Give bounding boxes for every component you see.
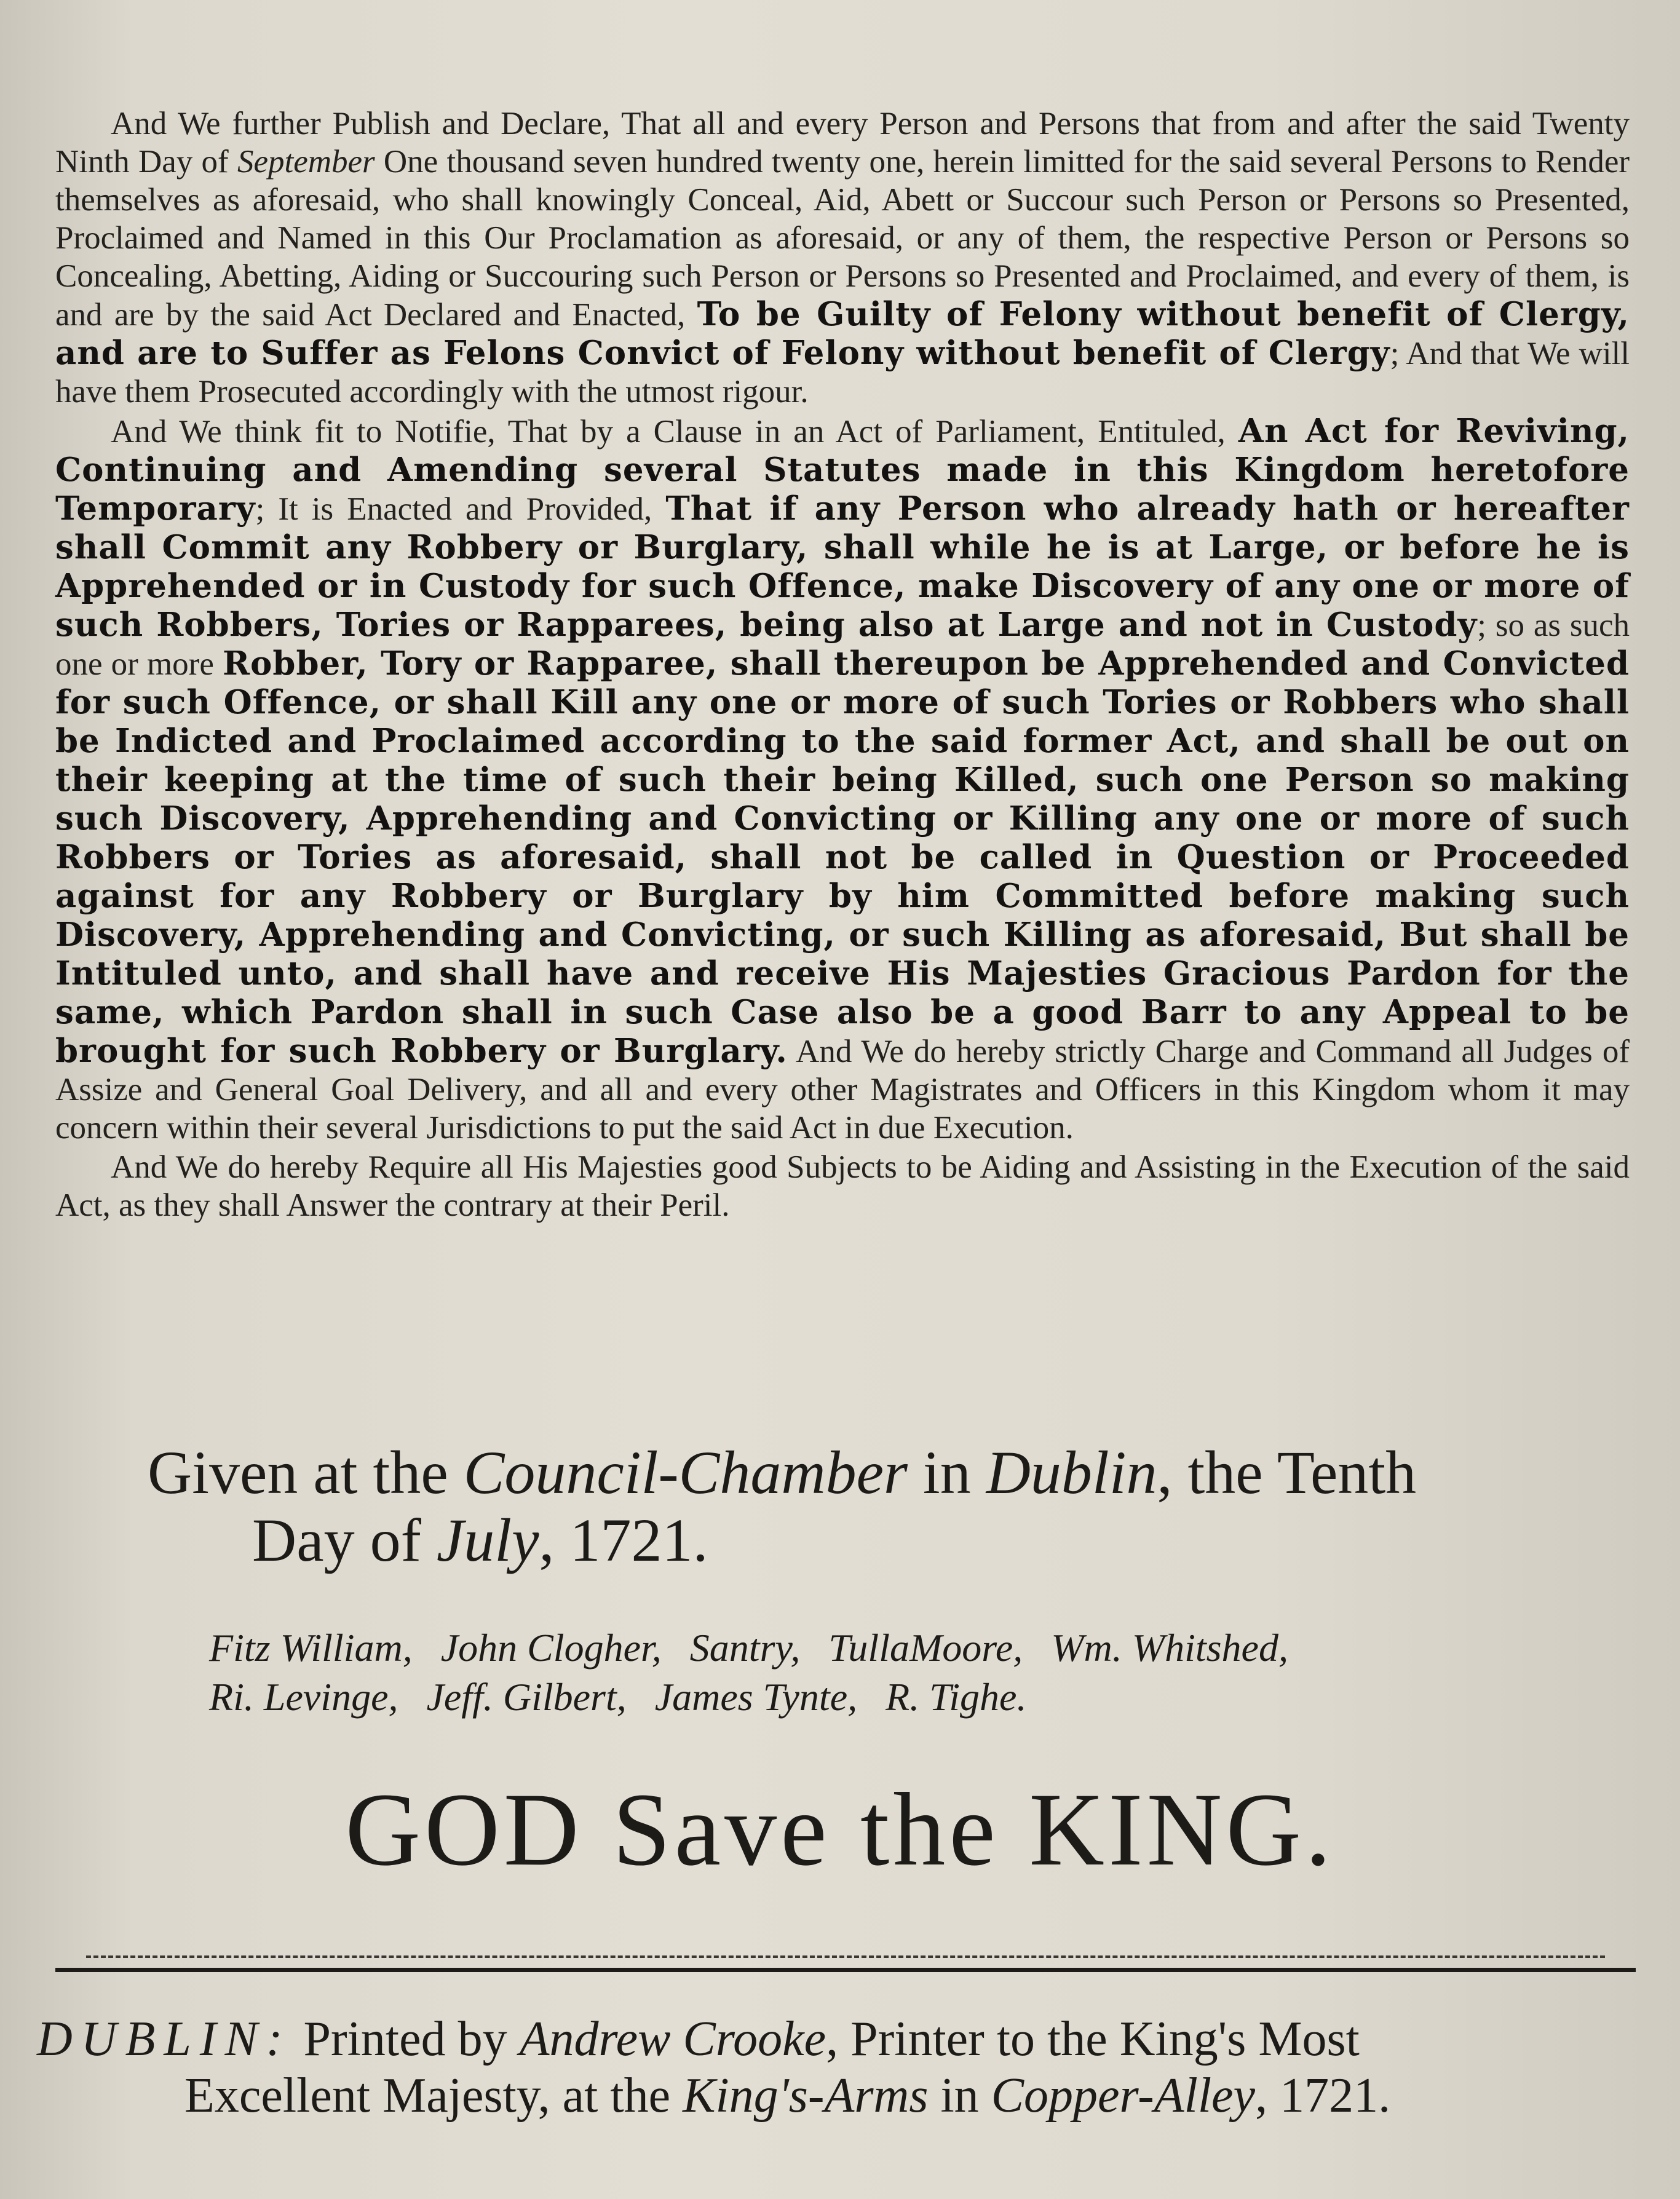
imprint-text: , 1721. [1255,2069,1391,2123]
given-text: , the Tenth [1157,1438,1417,1507]
horizontal-rule [55,1968,1636,1972]
body-text-run: One thousand seven hundred twenty one, herein limitted for the said several Persons to Render themselves as aforesaid, who shall knowingly Conceal, Aid, Abett or Succour such Person or Persons so Presented, Proclaimed and Named in this Our Proclamation as aforesaid, or any of them, the respective Person or Persons so Concealing, Abetting, Aiding or Succouring such Person or Persons so Presented and Proclaimed, and every of them, is and are by the said Act Declared and Enacted, [55,144,1630,333]
signatories [209,1623,1636,1722]
given-place: Council-Chamber [463,1438,908,1507]
blackletter-text-run: That if any Person who already hath or hereafter shall Commit any Robbery or Burglary, shall while he is at Large, or before he is Apprehended or in Custody for such Offence, make Discovery of any one or more of such Robbers, Tories or Rapparees, being also at Large and not in Custody [55,489,1630,644]
imprint [37,2011,1636,2124]
given-date-line [148,1507,1636,1574]
signatory: John Clogher, [440,1626,662,1670]
imprint-printer: Andrew Crooke [519,2012,826,2066]
signatory: R. Tighe. [886,1675,1027,1719]
imprint-text: in [928,2069,991,2123]
signatory: Santry, [689,1626,801,1670]
signatory: Fitz William, [209,1626,413,1670]
signatory: James Tynte, [654,1675,858,1719]
signatory: Jeff. Gilbert, [426,1675,627,1719]
signatory: TullaMoore, [828,1626,1023,1670]
signatory: Wm. Whitshed, [1051,1626,1288,1670]
paragraph [55,1148,1630,1224]
blackletter-text-run: Robber, Tory or Rapparee, shall thereupon be Apprehended and Convicted for such Offence, or shall Kill any one or more of such Tories or Robbers who shall be Indicted and Proclaimed according to the said former Act, and shall be out on their keeping at the time of such their being Killed, such one Person so making such Discovery, Apprehending and Convicting or Killing any one or more of such Robbers or Tories as aforesaid, shall not be called in Question or Proceeded against for any Robbery or Burglary by him Committed before making such Discovery, Apprehending and Convicting, or such Killing as aforesaid, But shall be Intituled unto, and shall have and receive His Majesties Gracious Pardon for the same, which Pardon shall in such Case also be a good Barr to any Appeal to be brought for such Robbery or Burglary. [55,644,1630,1070]
god-save-the-king: GOD Save the KING. [345,1772,1335,1887]
imprint-sign: King's-Arms [683,2069,929,2123]
body-text-run: And We further Publish and Declare, That all and every Person and Persons that from and after the said Twenty Ninth Day of [55,106,1630,180]
proclamation-body [55,105,1630,1226]
given-at-line [148,1439,1636,1574]
imprint-street: Copper-Alley [991,2069,1256,2123]
imprint-text: , Printer to the King's Most [826,2012,1360,2066]
imprint-place: DUBLIN: [37,2012,291,2066]
decorative-dashed-rule [86,1955,1605,1958]
imprint-text: Excellent Majesty, at the [184,2069,683,2123]
body-text-run: ; It is Enacted and Provided, [255,491,666,527]
given-month: July [436,1506,539,1574]
body-text-run: And We do hereby Require all His Majesties good Subjects to be Aiding and Assisting in the Execution of the said Act, as they shall Answer the contrary at their Peril. [55,1149,1630,1223]
signatory: Ri. Levinge, [209,1675,398,1719]
blackletter-text-run: An Act for Reviving, Continuing and Amending several Statutes made in this Kingdom heretofore Temporary [55,412,1630,528]
given-city: Dublin [986,1438,1157,1507]
body-text-run: And We think fit to Notifie, That by a Clause in an Act of Parliament, Entituled, [111,414,1238,450]
paragraph [55,105,1630,411]
paragraph [55,412,1630,1147]
body-text-run: And We do hereby strictly Charge and Command all Judges of Assize and General Goal Delivery, and all and every other Magistrates and Officers in this Kingdom whom it may concern within their several Jurisdictions to put the said Act in due Execution. [55,1034,1630,1146]
given-text: in [907,1438,986,1507]
blackletter-text-run: To be Guilty of Felony without benefit of Clergy, and are to Suffer as Felons Convict of Felony without benefit of Clergy [55,295,1630,372]
given-year: , 1721. [539,1506,708,1574]
imprint-text: Printed by [291,2012,520,2066]
italic-text-run: September [237,144,375,180]
body-text-run: ; And that We will have them Prosecuted accordingly with the utmost rigour. [55,336,1630,410]
given-text: Given at the [148,1438,464,1507]
body-text-run: ; so as such one or more [55,608,1630,682]
imprint-line-2 [37,2067,1636,2124]
given-text: Day of [252,1506,437,1574]
